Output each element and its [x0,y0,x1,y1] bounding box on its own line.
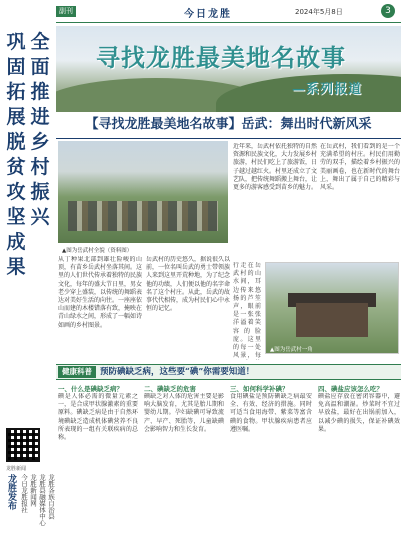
article-column-1: 从丁种果北部到雄壮险峻的山顶，有苗乡岳武村坐落其间。这里的人们世代传承着独特的民族文化，每年的盛大节日里，男女老少穿上盛装，以传统的舞蹈表达对美好生活的向往。一座座依山而建的木楼错落有致，掩映在青山绿水之间，形成了一幅如诗如画的乡村图景。 [58,256,142,329]
article-column-3: 近年来，岳武村依托独特的自然资源和民族文化，大力发展乡村旅游，村民们吃上了旅游饭，日子越过越红火。村里还成立了文艺队，把传统舞蹈搬上舞台，让更多的游客感受到苗乡的魅力。 [233,143,317,192]
article-column-5: 行走在岳武村的山水间，耳边传来悠扬的芦笙声，眼前是一张张洋溢着笑容的脸庞。这里的每一处风景，每 [233,262,261,360]
banner-title: 寻找龙胜最美地名故事 [96,43,346,72]
village-corner-photo [265,262,399,354]
village-panorama-photo [58,141,228,243]
sidebar-note: 今日龙胜报社 [20,474,28,513]
page-number-badge: 3 [381,4,395,18]
headline-divider [56,138,401,139]
sidebar-note: 龙胜新闻网 [29,474,37,507]
sidebar-note: 龙胜各族自治县 [47,474,55,520]
health-tag: 健康科普 [58,366,96,378]
banner-subtitle: —系列报道 [292,82,363,97]
health-subhead: 四、碘盐应该怎么吃？ [318,385,383,393]
photo-house [296,303,368,337]
left-sidebar [0,24,54,551]
slogan-right: 全面推进乡村振兴 [30,31,50,228]
article-headline: 【寻找龙胜最美地名故事】岳武：舞出时代新风采 [85,117,372,132]
photo2-caption: ▲图为岳武村一角 [270,347,313,353]
health-column-4: 碘盐应存放在密闭容器中，避免高温和潮湿。炒菜时不宜过早放盐，最好在出锅前加入，以减少碘的损失，保证补碘效果。 [318,393,400,433]
slogan-left: 巩固拓展脱贫攻坚成果 [6,31,26,278]
masthead-divider [56,22,401,23]
qr-caption: 龙胜新闻 [6,466,27,472]
sidebar-info [6,474,55,549]
sidebar-brand: 龙胜发布 [6,474,16,510]
article-column-4: 在岳武村，我们看到的是一个充满希望的村庄。村民们用勤劳的双手，描绘着乡村振兴的美丽画卷，也在新时代的舞台上，舞出了属于自己的精彩与风采。 [320,143,400,192]
masthead [0,0,410,24]
paper-name: 今日龙胜 [184,9,232,20]
health-subhead: 二、碘缺乏的危害 [144,385,196,393]
qr-code-icon [6,428,40,462]
section-tag: 副刊 [56,6,76,17]
health-subhead: 三、如何科学补碘？ [230,385,289,393]
health-column-2: 碘缺乏对人体的危害主要是影响大脑发育，尤其是胎儿期和婴幼儿期。孕妇缺碘可导致流产、早产、死胎等，儿童缺碘会影响智力和生长发育。 [144,393,224,433]
health-column-3: 食用碘盐是预防碘缺乏病最安全、有效、经济的措施。同时可适当食用海带、紫菜等富含碘的食物。甲状腺疾病患者应遵医嘱。 [230,393,312,433]
health-column-1: 碘是人体必需的微量元素之一，是合成甲状腺激素的重要原料。碘缺乏病是由于自然环境碘缺乏造成机体碘营养不良所表现的一组有关联疾病的总称。 [58,393,138,442]
photo-rooftops [68,201,218,231]
article-column-2: 岳武村的历史悠久，据说很久以前，一位名叫岳武的勇士带领族人来到这里开荒种地，为了纪念他的功绩，人们便以他的名字命名了这个村庄。从此，岳武的故事代代相传，成为村民们心中永恒的记忆。 [146,256,230,313]
photo1-caption: ▲图为岳武村全貌（资料图） [62,248,133,254]
paper-date: 2024年5月8日 [295,8,343,16]
health-title: 预防碘缺乏病，这些要“碘”你需要知道！ [100,367,255,377]
health-subhead: 一、什么是碘缺乏病？ [58,385,123,393]
sidebar-note: 龙胜县融媒体中心 [38,474,46,526]
feature-banner [56,26,401,112]
